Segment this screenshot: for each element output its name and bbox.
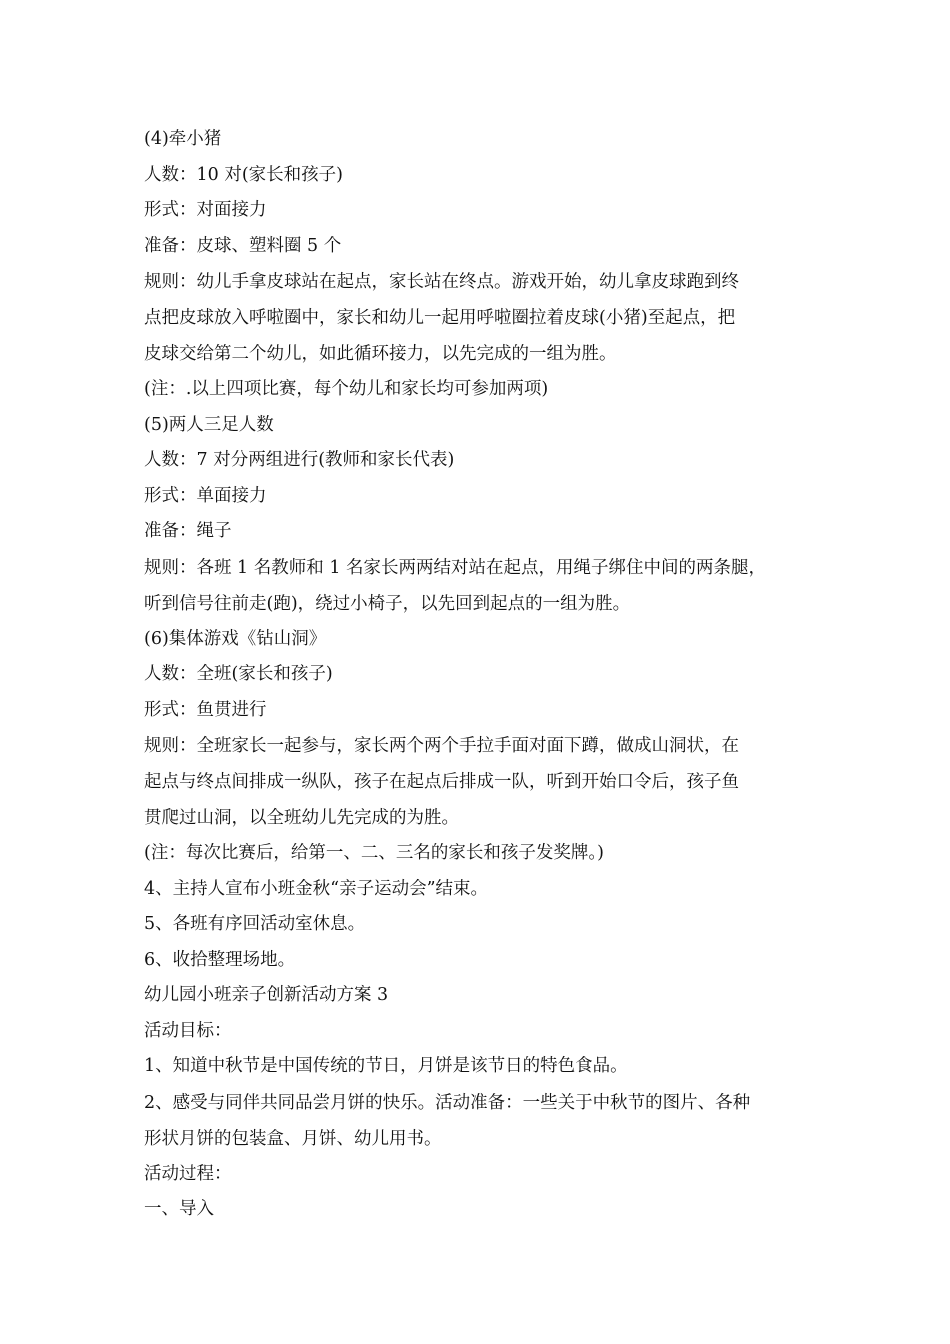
- paragraph-line: 点把皮球放入呼啦圈中，家长和幼儿一起用呼啦圈拉着皮球(小猪)至起点，把: [144, 308, 736, 328]
- note-line: (注：每次比赛后，给第一、二、三名的家长和孩子发奖牌。): [144, 843, 604, 863]
- paragraph-line: 人数：10 对(家长和孩子): [144, 164, 343, 185]
- paragraph-line: 形式：鱼贯进行: [144, 699, 267, 720]
- paragraph-line: 规则：全班家长一起参与，家长两个两个手拉手面对面下蹲，做成山洞状，在: [144, 736, 739, 756]
- section-heading-zuan-shan-dong: (6)集体游戏《钻山洞》: [144, 628, 327, 649]
- document-body: [144, 122, 824, 1228]
- list-item: 1、知道中秋节是中国传统的节日，月饼是该节日的特色食品。: [144, 1056, 628, 1076]
- paragraph-line: 准备：绳子: [144, 521, 232, 541]
- paragraph-line: 听到信号往前走(跑)，绕过小椅子，以先回到起点的一组为胜。: [144, 593, 631, 614]
- list-item: 4、主持人宣布小班金秋“亲子运动会”结束。: [144, 878, 489, 899]
- paragraph-line: 人数：7 对分两组进行(教师和家长代表): [144, 450, 455, 470]
- paragraph-line: 贯爬过山洞，以全班幼儿先完成的为胜。: [144, 808, 459, 828]
- section-heading-qian-xiao-zhu: (4)牵小猪: [144, 129, 222, 149]
- paragraph-line: 皮球交给第二个幼儿，如此循环接力，以先完成的一组为胜。: [144, 344, 617, 364]
- note-line: (注：.以上四项比赛，每个幼儿和家长均可参加两项): [144, 379, 549, 399]
- list-item: 6、收拾整理场地。: [144, 949, 296, 970]
- section-heading-goals: 活动目标：: [144, 1020, 232, 1041]
- paragraph-line: 形状月饼的包装盒、月饼、幼儿用书。: [144, 1128, 442, 1149]
- section-heading-liang-ren-san-zu: (5)两人三足人数: [144, 414, 274, 435]
- section-heading-process: 活动过程：: [144, 1163, 232, 1184]
- paragraph-line: 形式：单面接力: [144, 485, 267, 506]
- list-item: 5、各班有序回活动室休息。: [144, 914, 366, 934]
- paragraph-line: 准备：皮球、塑料圈 5 个: [144, 235, 342, 256]
- paragraph-line: 规则：各班 1 名教师和 1 名家长两两结对站在起点，用绳子绑住中间的两条腿，: [144, 557, 767, 578]
- paragraph-line: 形式：对面接力: [144, 200, 267, 220]
- paragraph-line: 起点与终点间排成一纵队，孩子在起点后排成一队，听到开始口令后，孩子鱼: [144, 772, 739, 792]
- paragraph-line: 人数：全班(家长和孩子): [144, 664, 333, 684]
- list-item: 2、感受与同伴共同品尝月饼的快乐。活动准备：一些关于中秋节的图片、各种: [144, 1092, 751, 1113]
- section-heading-intro: 一、导入: [144, 1199, 214, 1219]
- paragraph-line: 规则：幼儿手拿皮球站在起点，家长站在终点。游戏开始，幼儿拿皮球跑到终: [144, 272, 739, 292]
- plan-title: 幼儿园小班亲子创新活动方案 3: [144, 985, 389, 1005]
